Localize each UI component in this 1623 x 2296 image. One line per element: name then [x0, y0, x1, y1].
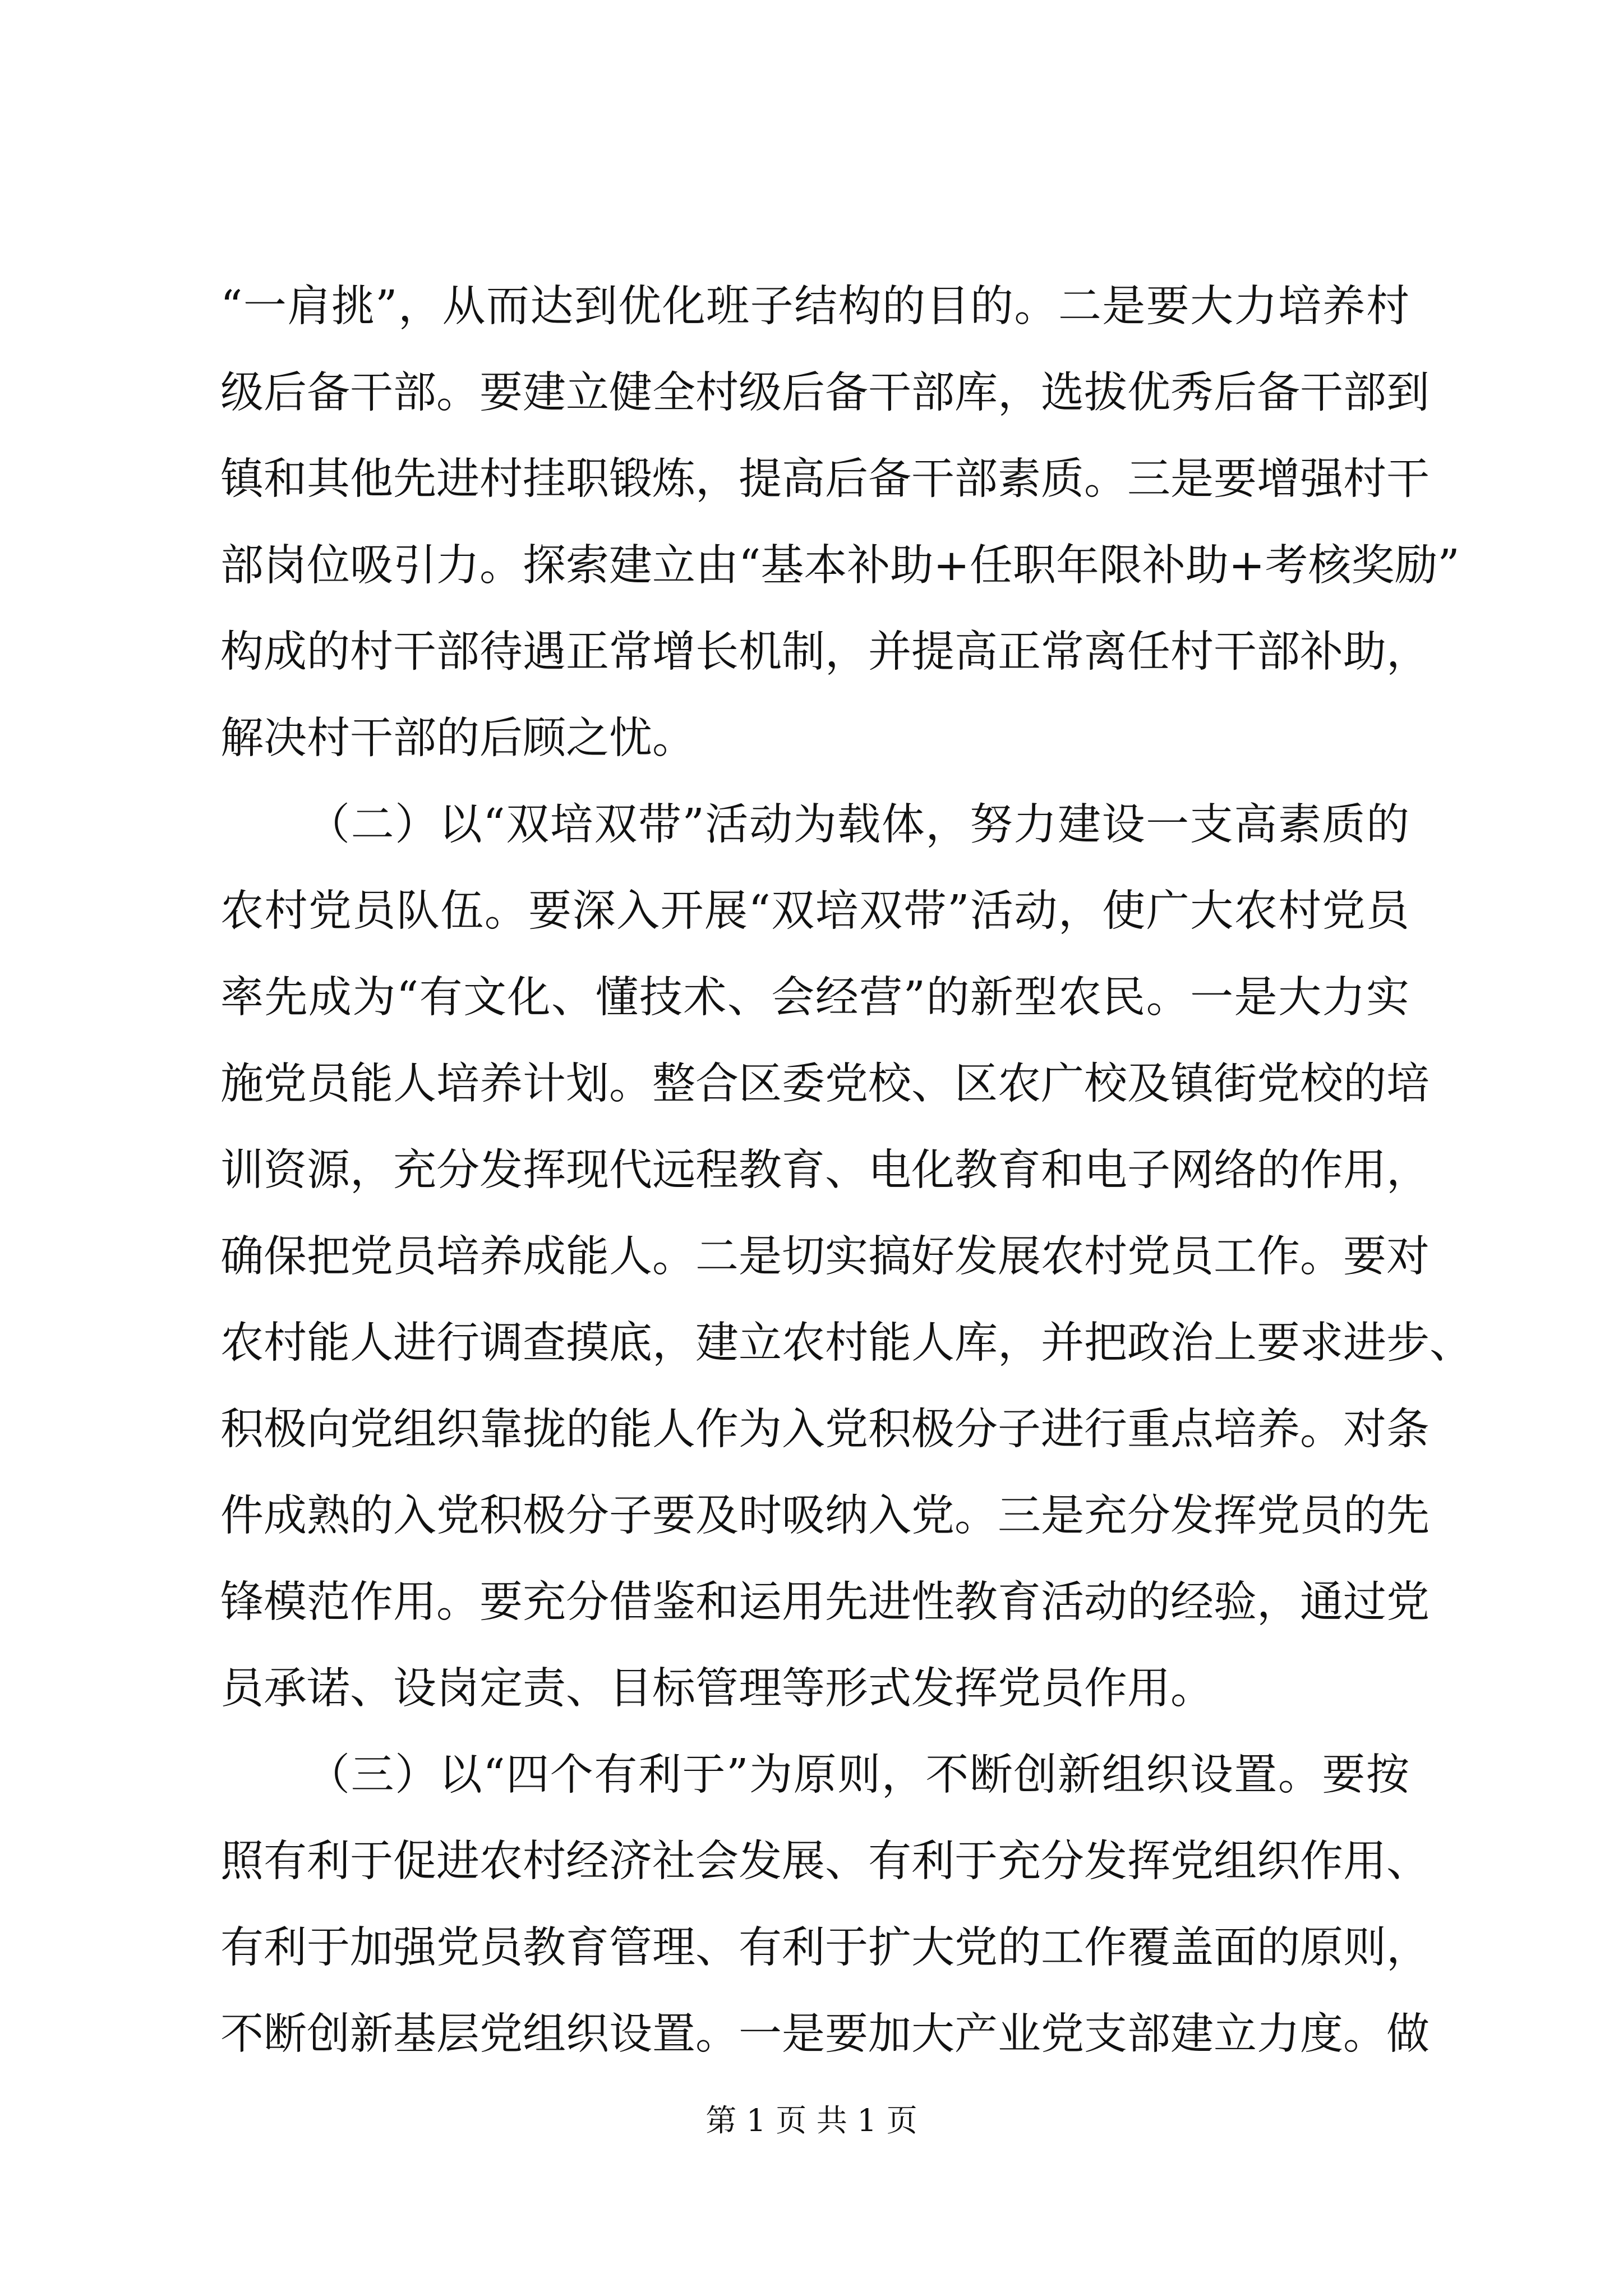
text-line: 确保把党员培养成能人。二是切实搞好发展农村党员工作。要对: [220, 1232, 1430, 1282]
text-line: 部岗位吸引力。探索建立由“基本补助+任职年限补助+考核奖励”: [220, 541, 1460, 591]
section-heading-line: （二）以“双培双带”活动为载体，努力建设一支高素质的: [307, 800, 1409, 850]
text-line: 件成熟的入党积极分子要及时吸纳入党。三是充分发挥党员的先: [220, 1491, 1430, 1541]
text-line: 不断创新基层党组织设置。一是要加大产业党支部建立力度。做: [220, 2009, 1430, 2059]
page-number-footer: 第 1 页 共 1 页: [706, 2102, 917, 2138]
text-line: 解决村干部的后顾之忧。: [220, 714, 695, 763]
text-line: 农村党员队伍。要深入开展“双培双带”活动，使广大农村党员: [220, 886, 1409, 936]
text-line: “一肩挑”，从而达到优化班子结构的目的。二是要大力培养村: [220, 282, 1409, 332]
document-body: [220, 264, 1473, 2078]
text-line: 率先成为“有文化、懂技术、会经营”的新型农民。一是大力实: [220, 973, 1409, 1023]
text-line: 训资源，充分发挥现代远程教育、电化教育和电子网络的作用，: [220, 1145, 1430, 1195]
text-line: 锋模范作用。要充分借鉴和运用先进性教育活动的经验，通过党: [220, 1577, 1430, 1627]
text-line: 有利于加强党员教育管理、有利于扩大党的工作覆盖面的原则，: [220, 1923, 1430, 1973]
text-line: 施党员能人培养计划。整合区委党校、区农广校及镇街党校的培: [220, 1059, 1430, 1109]
text-line: 积极向党组织靠拢的能人作为入党积极分子进行重点培养。对条: [220, 1405, 1430, 1455]
text-line: 构成的村干部待遇正常增长机制，并提高正常离任村干部补助，: [220, 627, 1430, 677]
text-line: 员承诺、设岗定责、目标管理等形式发挥党员作用。: [220, 1664, 1214, 1714]
text-line: 镇和其他先进村挂职锻炼，提高后备干部素质。三是要增强村干: [220, 454, 1430, 504]
text-line: 农村能人进行调查摸底，建立农村能人库，并把政治上要求进步、: [220, 1318, 1473, 1368]
section-heading-line: （三）以“四个有利于”为原则，不断创新组织设置。要按: [307, 1750, 1409, 1800]
text-line: 级后备干部。要建立健全村级后备干部库，选拔优秀后备干部到: [220, 368, 1430, 418]
text-line: 照有利于促进农村经济社会发展、有利于充分发挥党组织作用、: [220, 1837, 1430, 1887]
